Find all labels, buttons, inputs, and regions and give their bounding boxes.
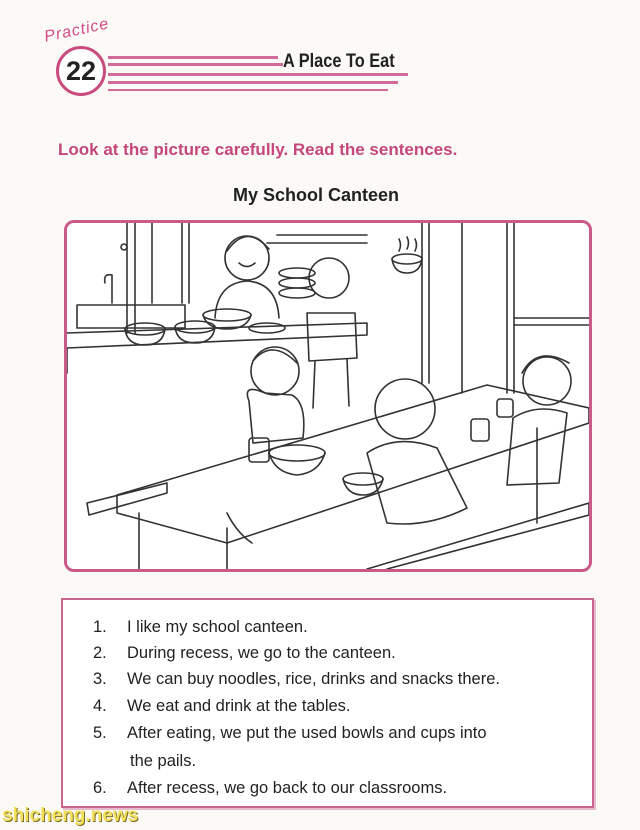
header-stripe bbox=[108, 56, 278, 59]
serving-counter bbox=[67, 237, 422, 373]
header-stripe bbox=[108, 73, 408, 76]
sentences-box bbox=[61, 598, 594, 808]
list-item-number: 6. bbox=[93, 779, 107, 797]
picture-title: My School Canteen bbox=[233, 185, 400, 205]
list-item-text: We eat and drink at the tables. bbox=[127, 697, 351, 715]
list-item bbox=[93, 618, 308, 637]
list-item-text: After recess, we go back to our classrooms. bbox=[127, 779, 448, 797]
list-item bbox=[93, 779, 447, 798]
canteen-wall bbox=[121, 223, 589, 393]
list-item bbox=[93, 670, 500, 689]
boy-at-counter bbox=[249, 258, 357, 408]
list-item-text: During recess, we go to the canteen. bbox=[127, 644, 396, 662]
list-item-number: 2. bbox=[93, 644, 107, 662]
header-stripe bbox=[108, 63, 283, 66]
practice-label: Practice bbox=[42, 15, 111, 46]
list-item bbox=[93, 724, 487, 743]
list-item-number: 3. bbox=[93, 670, 107, 688]
boy-back-view bbox=[343, 379, 467, 524]
watermark-text: shicheng.news bbox=[2, 805, 139, 826]
list-item-number: 5. bbox=[93, 724, 107, 742]
list-item-number: 1. bbox=[93, 618, 107, 636]
worksheet-title: A Place To Eat bbox=[283, 51, 395, 72]
girl-drinking bbox=[471, 356, 571, 485]
vendor-figure bbox=[203, 236, 315, 329]
canteen-illustration bbox=[67, 223, 589, 569]
header-stripe bbox=[108, 81, 398, 84]
list-item bbox=[93, 644, 396, 663]
list-item-number: 4. bbox=[93, 697, 107, 715]
canteen-picture-frame bbox=[64, 220, 592, 572]
list-item-continuation: the pails. bbox=[130, 752, 197, 770]
list-item-text: After eating, we put the used bowls and cups into bbox=[127, 724, 487, 742]
list-item-text: We can buy noodles, rice, drinks and snacks there. bbox=[127, 670, 500, 688]
list-item-text: I like my school canteen. bbox=[127, 618, 308, 636]
practice-number: 22 bbox=[65, 55, 97, 86]
list-item bbox=[93, 697, 351, 716]
header-stripe bbox=[108, 89, 388, 91]
practice-number-badge bbox=[56, 46, 106, 96]
boy-eating bbox=[227, 347, 325, 543]
instruction-text: Look at the picture carefully. Read the sentences. bbox=[58, 140, 458, 159]
